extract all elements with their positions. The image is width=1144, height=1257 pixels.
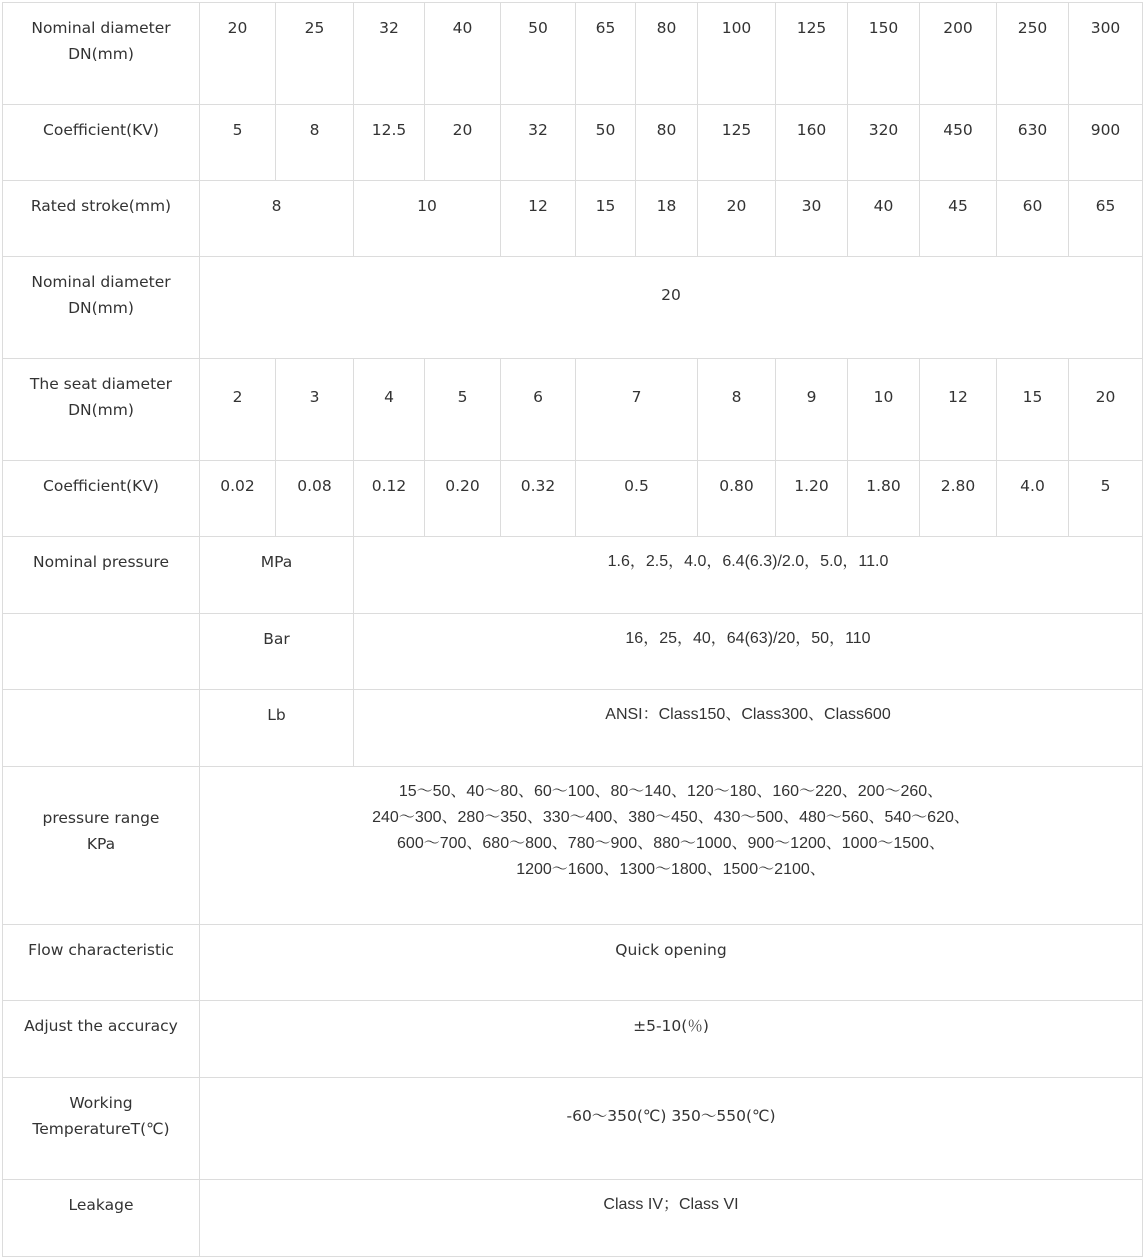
seat-diameter-row — [3, 359, 1143, 461]
lb-values: ANSI：Class150、Class300、Class600 — [354, 690, 1143, 767]
rated-stroke-cell: 60 — [997, 181, 1069, 257]
rated-stroke-cell: 30 — [776, 181, 848, 257]
seat-diameter-cell: 5 — [425, 359, 501, 461]
seat-diameter-cell: 20 — [1069, 359, 1143, 461]
bar-unit: Bar — [200, 614, 354, 690]
rated-stroke-cell: 10 — [354, 181, 501, 257]
nominal-diameter-small-label — [3, 257, 200, 359]
coefficient-kv-cell: 900 — [1069, 105, 1143, 181]
nominal-pressure-mpa-row — [3, 537, 1143, 614]
rated-stroke-row — [3, 181, 1143, 257]
coefficient-kv-cell: 630 — [997, 105, 1069, 181]
coefficient-kv-cell: 160 — [776, 105, 848, 181]
nominal-diameter-cell: 300 — [1069, 3, 1143, 105]
mpa-unit: MPa — [200, 537, 354, 614]
rated-stroke-label: Rated stroke(mm) — [3, 181, 200, 257]
coefficient-kv-small-row — [3, 461, 1143, 537]
seat-diameter-cell: 4 — [354, 359, 425, 461]
pressure-range-line: 240～300、280～350、330～400、380～450、430～500、480～560、540～620、 — [372, 809, 970, 826]
seat-diameter-cell: 2 — [200, 359, 276, 461]
coefficient-kv-small-cell: 2.80 — [920, 461, 997, 537]
rated-stroke-cell: 12 — [501, 181, 576, 257]
nominal-diameter-cell: 65 — [576, 3, 636, 105]
seat-diameter-cell: 8 — [698, 359, 776, 461]
working-temperature-row — [3, 1078, 1143, 1180]
nominal-diameter-row — [3, 3, 1143, 105]
nominal-diameter-cell: 200 — [920, 3, 997, 105]
nominal-pressure-lb-row — [3, 690, 1143, 767]
coefficient-kv-cell: 20 — [425, 105, 501, 181]
seat-diameter-cell: 12 — [920, 359, 997, 461]
pressure-range-line: 1200～1600、1300～1800、1500～2100、 — [516, 861, 826, 878]
nominal-diameter-label — [3, 3, 200, 105]
coefficient-kv-small-cell: 0.32 — [501, 461, 576, 537]
rated-stroke-cell: 18 — [636, 181, 698, 257]
valve-specification-table — [2, 2, 1143, 1257]
seat-diameter-label-line1: The seat diameter — [29, 375, 173, 393]
coefficient-kv-small-cell: 0.5 — [576, 461, 698, 537]
nominal-pressure-label: Nominal pressure — [3, 537, 200, 614]
leakage-row — [3, 1180, 1143, 1257]
coefficient-kv-cell: 50 — [576, 105, 636, 181]
nominal-diameter-cell: 25 — [276, 3, 354, 105]
pressure-range-line: 600～700、680～800、780～900、880～1000、900～1200、1000～1500、 — [397, 835, 945, 852]
coefficient-kv-small-cell: 0.80 — [698, 461, 776, 537]
pressure-range-label — [3, 767, 200, 925]
pressure-range-values — [200, 767, 1143, 925]
nominal-diameter-cell: 32 — [354, 3, 425, 105]
lb-unit: Lb — [200, 690, 354, 767]
coefficient-kv-cell: 320 — [848, 105, 920, 181]
coefficient-kv-small-cell: 0.02 — [200, 461, 276, 537]
coefficient-kv-small-cell: 5 — [1069, 461, 1143, 537]
working-temperature-label — [3, 1078, 200, 1180]
nominal-diameter-label-line2: DN(mm) — [68, 45, 134, 63]
nominal-diameter-cell: 20 — [200, 3, 276, 105]
nominal-diameter-small-label-line1: Nominal diameter — [31, 273, 171, 291]
seat-diameter-cell: 6 — [501, 359, 576, 461]
rated-stroke-cell: 8 — [200, 181, 354, 257]
seat-diameter-label — [3, 359, 200, 461]
accuracy-row — [3, 1001, 1143, 1078]
coefficient-kv-cell: 450 — [920, 105, 997, 181]
nominal-diameter-small-row — [3, 257, 1143, 359]
flow-characteristic-label: Flow characteristic — [3, 925, 200, 1001]
flow-characteristic-value: Quick opening — [200, 925, 1143, 1001]
nominal-diameter-cell: 100 — [698, 3, 776, 105]
working-temperature-value: -60～350(℃) 350～550(℃) — [200, 1078, 1143, 1180]
pressure-range-label-line1: pressure range — [42, 809, 160, 827]
nominal-diameter-cell: 250 — [997, 3, 1069, 105]
coefficient-kv-small-cell: 4.0 — [997, 461, 1069, 537]
nominal-pressure-bar-row — [3, 614, 1143, 690]
nominal-diameter-small-label-line2: DN(mm) — [68, 299, 134, 317]
flow-characteristic-row — [3, 925, 1143, 1001]
nominal-diameter-cell: 50 — [501, 3, 576, 105]
coefficient-kv-small-cell: 0.12 — [354, 461, 425, 537]
leakage-label: Leakage — [3, 1180, 200, 1257]
seat-diameter-cell: 3 — [276, 359, 354, 461]
rated-stroke-cell: 20 — [698, 181, 776, 257]
working-temperature-label-line2: TemperatureT(℃) — [32, 1120, 170, 1138]
coefficient-kv-row — [3, 105, 1143, 181]
coefficient-kv-small-cell: 0.20 — [425, 461, 501, 537]
nominal-diameter-label-line1: Nominal diameter — [31, 19, 171, 37]
accuracy-value: ±5-10(％) — [200, 1001, 1143, 1078]
coefficient-kv-small-cell: 1.20 — [776, 461, 848, 537]
nominal-diameter-cell: 150 — [848, 3, 920, 105]
coefficient-kv-cell: 32 — [501, 105, 576, 181]
coefficient-kv-cell: 80 — [636, 105, 698, 181]
coefficient-kv-cell: 5 — [200, 105, 276, 181]
rated-stroke-cell: 15 — [576, 181, 636, 257]
coefficient-kv-small-cell: 1.80 — [848, 461, 920, 537]
nominal-diameter-small-value: 20 — [200, 257, 1143, 359]
coefficient-kv-cell: 125 — [698, 105, 776, 181]
coefficient-kv-label: Coefficient(KV) — [3, 105, 200, 181]
coefficient-kv-cell: 12.5 — [354, 105, 425, 181]
coefficient-kv-small-label: Coefficient(KV) — [3, 461, 200, 537]
accuracy-label: Adjust the accuracy — [3, 1001, 200, 1078]
coefficient-kv-small-cell: 0.08 — [276, 461, 354, 537]
rated-stroke-cell: 40 — [848, 181, 920, 257]
seat-diameter-cell: 7 — [576, 359, 698, 461]
seat-diameter-label-line2: DN(mm) — [68, 401, 134, 419]
mpa-values: 1.6，2.5，4.0，6.4(6.3)/2.0，5.0，11.0 — [354, 537, 1143, 614]
pressure-range-label-line2: KPa — [86, 835, 116, 853]
leakage-value: Class IV；Class VI — [200, 1180, 1143, 1257]
coefficient-kv-cell: 8 — [276, 105, 354, 181]
bar-values: 16，25，40，64(63)/20，50，110 — [354, 614, 1143, 690]
pressure-range-line: 15～50、40～80、60～100、80～140、120～180、160～220、200～260、 — [398, 783, 944, 800]
nominal-diameter-cell: 40 — [425, 3, 501, 105]
empty-label-cell — [3, 690, 200, 767]
rated-stroke-cell: 45 — [920, 181, 997, 257]
empty-label-cell — [3, 614, 200, 690]
pressure-range-row — [3, 767, 1143, 925]
seat-diameter-cell: 10 — [848, 359, 920, 461]
seat-diameter-cell: 15 — [997, 359, 1069, 461]
nominal-diameter-cell: 80 — [636, 3, 698, 105]
nominal-diameter-cell: 125 — [776, 3, 848, 105]
seat-diameter-cell: 9 — [776, 359, 848, 461]
working-temperature-label-line1: Working — [69, 1094, 133, 1112]
rated-stroke-cell: 65 — [1069, 181, 1143, 257]
